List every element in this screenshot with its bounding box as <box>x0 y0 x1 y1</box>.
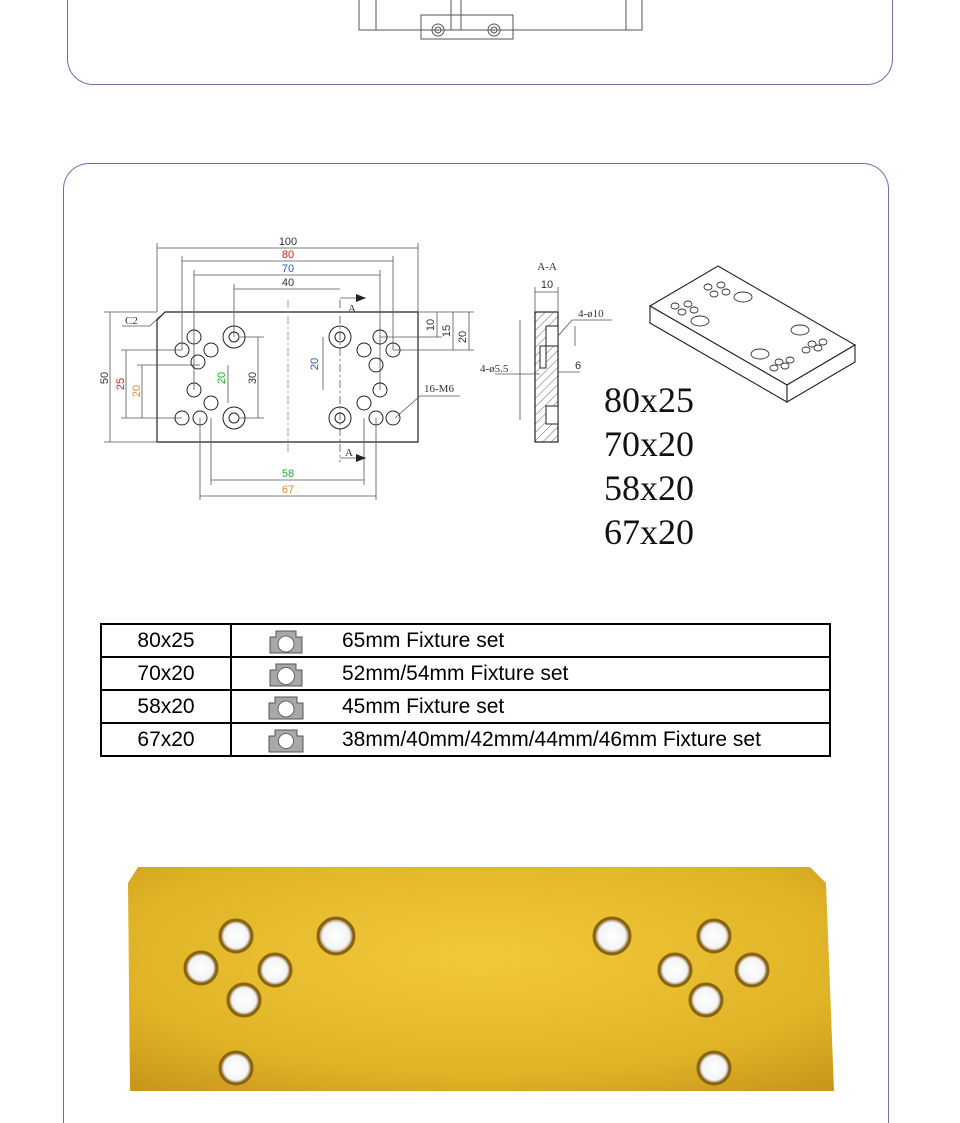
section-view <box>480 261 612 442</box>
dim-40: 40 <box>281 277 295 289</box>
size-label: 67x20 <box>604 512 694 552</box>
row-size: 58x20 <box>101 690 231 723</box>
thread-label: 16-M6 <box>424 383 454 395</box>
dim-20-blue: 20 <box>309 357 321 371</box>
row-desc: 38mm/40mm/42mm/44mm/46mm Fixture set <box>342 727 761 751</box>
dim-25: 25 <box>115 377 127 391</box>
dim-10: 10 <box>425 318 437 332</box>
fixture-clamp-icon <box>266 727 306 753</box>
table-row <box>101 657 830 690</box>
technical-drawing <box>0 0 960 560</box>
dim-30: 30 <box>247 371 259 385</box>
fixture-clamp-icon <box>266 628 306 654</box>
size-label: 70x20 <box>604 424 694 464</box>
hole-pattern-left <box>175 326 245 429</box>
section-hole-10: 4-ø10 <box>578 308 604 320</box>
section-mark-bottom: A <box>345 447 353 459</box>
section-dim-6: 6 <box>575 360 582 372</box>
fixture-clamp-icon <box>266 661 306 687</box>
plate-top-view <box>157 300 418 462</box>
table-row <box>101 624 830 657</box>
row-size: 80x25 <box>101 624 231 657</box>
section-title: A-A <box>537 261 557 273</box>
dim-20-orange: 20 <box>131 384 143 398</box>
fixture-clamp-icon <box>266 694 306 720</box>
row-desc: 45mm Fixture set <box>342 694 505 718</box>
size-label: 80x25 <box>604 380 694 420</box>
row-desc: 52mm/54mm Fixture set <box>342 661 569 685</box>
dim-50: 50 <box>99 371 111 385</box>
section-dim-10: 10 <box>540 279 554 291</box>
dim-20-green: 20 <box>216 371 228 385</box>
size-label: 58x20 <box>604 468 694 508</box>
dim-15: 15 <box>441 324 453 338</box>
table-row <box>101 723 830 756</box>
dim-100: 100 <box>278 236 298 248</box>
row-size: 67x20 <box>101 723 231 756</box>
dim-70: 70 <box>281 263 295 275</box>
dim-58: 58 <box>281 468 295 480</box>
section-mark-top: A <box>348 303 356 315</box>
table-row <box>101 690 830 723</box>
dim-80: 80 <box>281 249 295 261</box>
chamfer-label: C2 <box>125 315 138 327</box>
dim-20-right: 20 <box>457 330 469 344</box>
dim-67: 67 <box>281 484 295 496</box>
product-photo <box>0 840 960 1091</box>
row-size: 70x20 <box>101 657 231 690</box>
section-hole-55: 4-ø5.5 <box>480 363 509 375</box>
row-desc: 65mm Fixture set <box>342 628 505 652</box>
fixture-table <box>100 623 831 757</box>
